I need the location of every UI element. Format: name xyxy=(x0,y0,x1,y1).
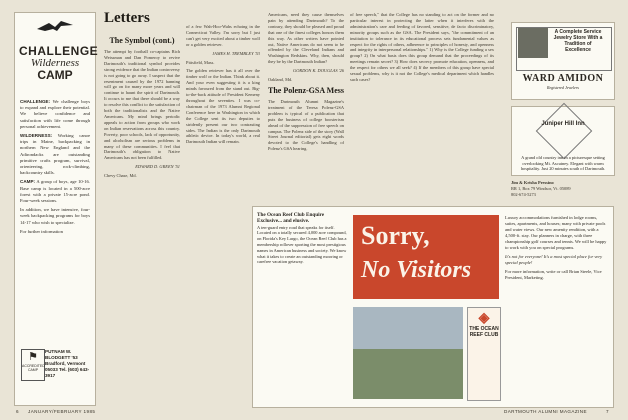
ward-amidon-ad xyxy=(511,22,615,100)
letter-place: Oakland, Md. xyxy=(268,77,293,83)
letter-body-2: The Dartmouth Alumni Magazine's treatment of the Teresa Polenz-GSA problem is typical of a publication that puts the business of college boosterism ahead of the suppression of free speech on campus. The Polenz side of the story (Wall Street Journal editorial) gets eight words devoted to the College's handling of Polenz's GSA hearing. xyxy=(268,98,344,152)
footer-left-date: JANUARY/FEBRUARY 1985 xyxy=(28,409,96,414)
camp-description xyxy=(20,99,90,238)
reef-emblem-icon: ◈ xyxy=(478,309,490,325)
reef-body: A ten-guard entry road that speaks for itself. Located on a totally secured 4,000 acre compound, on Florida's Key Largo, the Ocean Reef Club has a membership rollover sporting the most prestigious names in American business and society. We know what it takes to create an outstanding mooring or carefree vacation getaway. xyxy=(257,224,347,265)
reef-left-text xyxy=(257,213,349,265)
inn-address: RR 1, Box 79 Windsor, Vt. 05089 xyxy=(511,185,571,191)
letter-signature: JAMES H. TREMBLEY '53 xyxy=(212,50,260,56)
banner-line-2: No Visitors xyxy=(361,257,472,283)
letter-signature: EDWARD D. GREEN '51 xyxy=(135,164,180,170)
inn-phone: 802-674-5273 xyxy=(511,191,536,197)
letter-column-2 xyxy=(186,24,260,148)
label-camp: CAMP: xyxy=(20,179,36,185)
footer-right-page: 7 xyxy=(606,409,609,414)
text-challenge: We challenge boys to expand and explore their potential. We believe confidence and satisfaction with life come through personal achievement. xyxy=(20,99,90,129)
inn-caption: A grand old country inn in a picturesque setting overlooking Mt. Ascutney. Elegant with warm hospitality. Just 20 minutes south of Dartmouth. xyxy=(520,155,606,171)
eagle-icon xyxy=(19,17,91,42)
inn-brand: Juniper Hill Inn xyxy=(541,121,585,127)
challenge-camp-ad xyxy=(14,12,99,406)
letter-heading-polenz: The Polenz-GSA Mess xyxy=(268,85,344,95)
seal-icon: ⚑ xyxy=(28,351,38,363)
reef-accommodations: Luxury accommodations furnished in lodge rooms, suites, apartments, and houses; many with private pools and water views. Our new amenity rendition, with a 4,500-ft. stay. Our planners in charge, with three championship golf courses and tennis. We will be happy to work with you on special programs. xyxy=(505,215,607,250)
inn-contact xyxy=(511,180,613,197)
text-further-info: For further information xyxy=(20,228,63,234)
reef-logo-text: THE OCEAN REEF CLUB xyxy=(469,326,499,338)
label-wilderness: WILDERNESS: xyxy=(20,133,53,139)
footer-left-page: 6 xyxy=(16,409,19,414)
reef-quote: It's not for everyone! It's a most special place for very special people! xyxy=(505,254,603,265)
letter-column-1 xyxy=(104,36,180,182)
footer-right-magazine: DARTMOUTH ALUMNI MAGAZINE xyxy=(504,409,587,414)
accredited-seal xyxy=(21,349,45,381)
banner-line-1: Sorry, xyxy=(361,221,430,250)
letter-body-2: The golden retriever has it all over the timber wolf or the Indian. Think about it. And your even suggesting it is a king minds favoured from the stand out. Big-to-the-back attitude of President Kemeny throughout the seventies. I was co-chairman of the 1973 Alumni Regional Conference here in Washington in which the College sent its two deputies to stridently present our two contrasting sides. The Indian is the only Dartmouth athletic device. In today's world, a real Dartmouth Indian will remain. xyxy=(186,68,260,145)
jewelry-brand: WARD AMIDON xyxy=(522,73,604,84)
letter-body: Americans, need they cause themselves pain by attending Dartmouth? To the contrary, they should be pleased and proud that one of the finest colleges honors them this way. As other writers have pointed out, Native Americans do not seem to be offended by the Cleveland Indians and Washington Redskins. Why, then, should they be by the Dartmouth Indian? xyxy=(268,12,344,65)
ocean-reef-logo xyxy=(467,307,501,401)
reef-contact: For more information, write or call Brian Steele, Vice President, Marketing. xyxy=(505,269,602,280)
diamond-frame xyxy=(536,103,593,160)
golf-course-photo xyxy=(353,307,463,399)
storefront-image xyxy=(518,28,548,58)
ocean-reef-ad xyxy=(252,206,614,408)
letter-place: Chevy Chase, Md. xyxy=(104,173,137,179)
camp-address: PUTNAM W. BLODGETT '53 Bradford, Vermont 05033 Tel. (603) 643-3917 xyxy=(45,349,90,378)
camp-logo xyxy=(19,17,99,93)
logo-challenge: CHALLENGE xyxy=(19,44,99,58)
letter-place: Pittsfield, Mass. xyxy=(186,59,215,65)
reef-right-text xyxy=(505,215,609,281)
letter-signature: GORDON K. DOUGLAS '26 xyxy=(293,68,344,74)
label-challenge: CHALLENGE: xyxy=(20,99,51,104)
letter-column-3 xyxy=(268,12,344,155)
page-title: Letters xyxy=(104,10,150,26)
letter-heading-symbol: The Symbol (cont.) xyxy=(109,36,175,45)
juniper-hill-ad xyxy=(511,106,615,176)
text-camp: A group of boys, age 10-16. Base camp is located in a 500-acre forest with a private 15-acre pond. Four-week sessions. xyxy=(20,179,90,204)
sorry-banner xyxy=(353,215,499,299)
jewelry-tagline: A Complete Service Jewelry Store With a Tradition of Excellence xyxy=(553,29,603,53)
seal-text: ACCREDITED CAMP xyxy=(22,364,45,372)
photo-sky xyxy=(353,307,463,349)
logo-wilderness: Wilderness xyxy=(30,57,80,69)
text-wilderness: Working canoe trips in Maine, backpacking in northern New England and the Adirondacks are outstanding primitive crafts program, survival, orienteering, rock-climbing, backcountry skills. xyxy=(20,133,90,176)
letter-column-4: of free speech," that the College has no standing to act on the former and no particular interest in protecting the latter when it interferes with the administration's care and feeding of favored, sensitive, de facto discriminatory, minority groups such as the GSA. The President says, "the commitment of an institution to tolerance in its educational process sets fundamental values as respect for the rights of others, adherence to principles of honesty, and openness and integrity in interpersonal relationships." 1) Why is the College funding a sex group? 2) On what basis does this group demand that the proceedings of its meetings remain secret? 3) How does secrecy promote education, openness, and the respect for others we all seek? 4) If the members of this group have special sexual problems, why is it not the College's medical department which handles such cases? xyxy=(350,12,494,82)
logo-camp: CAMP xyxy=(37,68,73,82)
text-backpacking: In addition, we have intensive, four-week backpacking programs for boys 14-17 who wish to specialize. xyxy=(20,207,90,225)
jewelry-subtitle: Registered Jewelers xyxy=(547,85,579,90)
letter-body: of a few Wah-Hoo-Wahs echoing in the Connecticut Valley. I'm sorry but I just can't get very excited about a timber wolf or a golden retriever. xyxy=(186,24,260,47)
reef-headline: The Ocean Reef Club Enquire Exclusive... and elusive. xyxy=(257,212,325,224)
letter-body: The attempt by football co-captains Rich Weissman and Dan Pomeroy to revive Dartmouth's traditional symbol provides strong evidence that the Indian controversy is not going to go away. I suspect that the resentment caused by the 1972 banning will go on for many more years and will continue to haunt the spirit of Dartmouth. It occurs to me that there should be a way to resolve this conflict to the satisfaction of both the traditionalists and the Native Americans. My mind brings periodic appeals to action from groups who work on Indian reservations across this country. Poverty, poor schools, lack of opportunity, and alcoholism are serious problems in many of these communities. I feel that Dartmouth's obligation to Native Americans has not been fulfilled. xyxy=(104,49,180,161)
inn-owners: Jim & Krisha Pressino xyxy=(511,180,554,185)
